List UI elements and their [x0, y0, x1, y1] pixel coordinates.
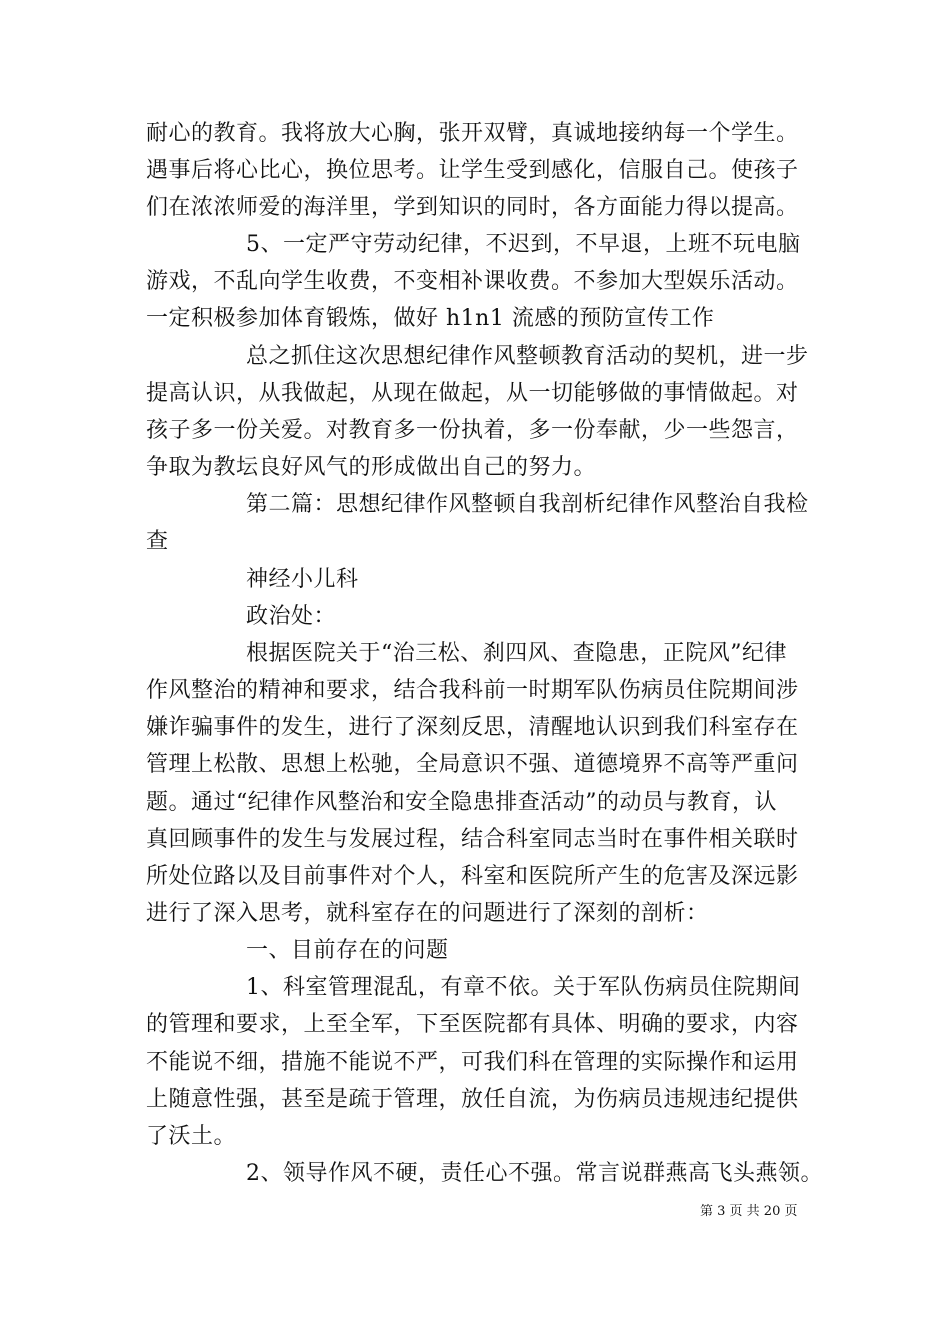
text-line: 1、科室管理混乱，有章不依。关于军队伤病员住院期间 — [246, 975, 801, 1000]
text-line: 了沃土。 — [146, 1124, 237, 1149]
text-line: 嫌诈骗事件的发生，进行了深刻反思，清醒地认识到我们科室存在 — [146, 715, 799, 740]
text-line: 争取为教坛良好风气的形成做出自己的努力。 — [146, 455, 597, 480]
text-line: 真回顾事件的发生与发展过程，结合科室同志当时在事件相关联时 — [146, 827, 799, 852]
text-line: 孩子多一份关爱。对教育多一份执着，多一份奉献，少一些怨言， — [146, 418, 799, 443]
text-line: 管理上松散、思想上松驰，全局意识不强、道德境界不高等严重问 — [146, 752, 799, 777]
text-line: 遇事后将心比心，换位思考。让学生受到感化，信服自己。使孩子 — [146, 158, 799, 183]
text-line: 所处位路以及目前事件对个人，科室和医院所产生的危害及深远影 — [146, 864, 799, 889]
page-number: 第 3 页 共 20 页 — [700, 1204, 798, 1219]
text-line: 游戏，不乱向学生收费，不变相补课收费。不参加大型娱乐活动。 — [146, 269, 799, 294]
department-name: 神经小儿科 — [246, 567, 359, 592]
text-line: 一定积极参加体育锻炼，做好 h1n1 流感的预防宣传工作 — [146, 306, 715, 331]
text-line: 不能说不细，措施不能说不严，可我们科在管理的实际操作和运用 — [146, 1050, 799, 1075]
text-line: 上随意性强，甚至是疏于管理，放任自流，为伤病员违规违纪提供 — [146, 1087, 799, 1112]
text-line: 总之抓住这次思想纪律作风整顿教育活动的契机，进一步 — [246, 344, 809, 369]
section-heading: 查 — [146, 529, 169, 554]
text-line: 题。通过“纪律作风整治和安全隐患排查活动”的动员与教育，认 — [146, 790, 777, 815]
addressee: 政治处： — [246, 604, 337, 629]
text-line: 进行了深入思考，就科室存在的问题进行了深刻的剖析： — [146, 901, 709, 926]
subheading: 一、目前存在的问题 — [246, 938, 449, 963]
text-line: 的管理和要求，上至全军，下至医院都有具体、明确的要求，内容 — [146, 1012, 799, 1037]
text-line: 们在浓浓师爱的海洋里，学到知识的同时，各方面能力得以提高。 — [146, 195, 799, 220]
text-line: 2、领导作风不硬，责任心不强。常言说群燕高飞头燕领。 — [246, 1161, 823, 1186]
text-line: 作风整治的精神和要求，结合我科前一时期军队伤病员住院期间涉 — [146, 678, 799, 703]
text-line: 耐心的教育。我将放大心胸，张开双臂，真诚地接纳每一个学生。 — [146, 121, 799, 146]
text-line: 根据医院关于“治三松、刹四风、查隐患，正院风”纪律 — [246, 641, 787, 666]
text-line: 5、一定严守劳动纪律，不迟到，不早退，上班不玩电脑 — [246, 232, 801, 257]
text-line: 提高认识，从我做起，从现在做起，从一切能够做的事情做起。对 — [146, 381, 799, 406]
section-heading: 第二篇：思想纪律作风整顿自我剖析纪律作风整治自我检 — [246, 492, 809, 517]
